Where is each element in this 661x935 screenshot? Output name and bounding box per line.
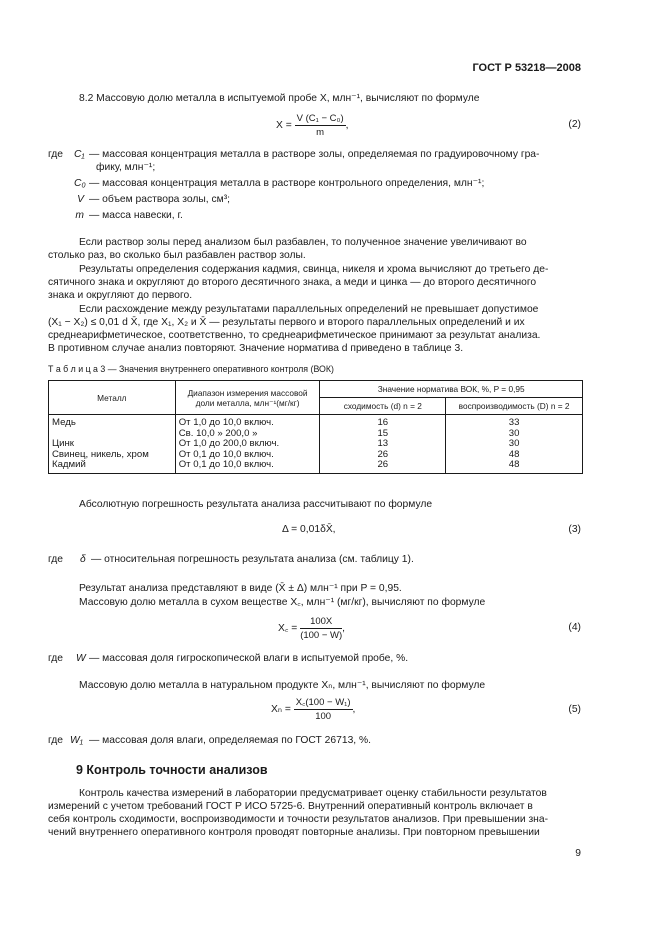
where-label-3: где <box>48 554 64 565</box>
equation-4-lhs: X꜀ = <box>278 623 298 635</box>
table-cell-D: 30 <box>446 439 583 450</box>
section-9-line-4: чений внутреннего оперативного контроля проводят повторные анализы. При повторном превышении <box>48 827 540 838</box>
equation-4-fraction <box>300 616 342 641</box>
table-header-range <box>175 381 320 415</box>
table-cell-D: 30 <box>446 429 583 440</box>
section-9-line-2: измерений с учетом требований ГОСТ Р ИСО 5725-6. Внутренний оперативный контроль включает в <box>48 801 533 812</box>
table-row <box>49 450 583 461</box>
table-header-range-line-1: Диапазон измерения массовой <box>187 387 308 398</box>
table-cell-D: 48 <box>446 460 583 473</box>
equation-4-denominator: (100 − W) <box>300 630 343 641</box>
def-text-c1-cont: фику, млн⁻¹; <box>96 162 156 173</box>
para-discrepancy-line-2: (X₁ − X₂) ≤ 0,01 d X̄, где X₁, X₂ и X̄ — результаты первого и второго параллельных определений и их <box>48 317 525 328</box>
table-cell-d: 16 <box>320 415 446 429</box>
equation-2-denominator: m <box>316 127 325 138</box>
para-rounding-line-2: сятичного знака и округляют до второго десятичного знака, а меди и цинка — до второго десятичного <box>48 277 537 288</box>
para-rounding-line-1: Результаты определения содержания кадмия, свинца, никеля и хрома вычисляют до третьего де- <box>79 264 549 275</box>
table-row <box>49 415 583 429</box>
equation-2-numerator: V (C₁ − C₀) <box>296 113 344 124</box>
def-text-c0: — массовая концентрация металла в растворе контрольного определения, млн⁻¹; <box>89 178 485 189</box>
table-header-metal: Металл <box>49 381 176 415</box>
def-symbol-c0: C₀ <box>74 178 86 189</box>
table-cell-range: От 0,1 до 10,0 включ. <box>175 450 320 461</box>
dry-intro: Массовую долю металла в сухом веществе X꜀, млн⁻¹ (мг/кг), вычисляют по формуле <box>79 597 486 608</box>
def-text-w1: — массовая доля влаги, определяемая по ГОСТ 26713, %. <box>89 735 372 746</box>
equation-5-lhs: Xₙ = <box>271 704 291 716</box>
equation-5-fraction <box>294 697 353 722</box>
equation-4-number: (4) <box>568 622 581 633</box>
equation-2 <box>276 113 349 138</box>
equation-5 <box>271 697 355 722</box>
where-label-4: где <box>48 653 64 664</box>
equation-2-lhs: X = <box>276 120 292 132</box>
def-symbol-w: W <box>76 653 86 664</box>
def-text-c1: — массовая концентрация металла в растворе золы, определяемая по градуировочному гра- <box>89 149 540 160</box>
table-cell-d: 13 <box>320 439 446 450</box>
equation-4-numerator: 100X <box>300 616 342 629</box>
def-symbol-w1: W₁ <box>70 735 83 746</box>
equation-5-denominator: 100 <box>315 711 332 722</box>
table-cell-range: От 1,0 до 200,0 включ. <box>175 439 320 450</box>
equation-2-tail: , <box>345 120 349 132</box>
para-discrepancy-line-3: среднеарифметическое, соответственно, то среднеарифметическое принимают за результат анализа. <box>48 330 541 341</box>
table-cell-d: 15 <box>320 429 446 440</box>
def-text-v: — объем раствора золы, см³; <box>89 194 231 205</box>
para-rounding-line-3: знака и округляют до первого. <box>48 290 193 301</box>
table-cell-range: От 1,0 до 10,0 включ. <box>175 415 320 429</box>
para-dilution-line-1: Если раствор золы перед анализом был разбавлен, то полученное значение увеличивают во <box>79 237 527 248</box>
table-header-range-line-2: доли металла, млн⁻¹(мг/кг) <box>195 397 300 408</box>
equation-2-number: (2) <box>568 119 581 130</box>
equation-2-fraction <box>295 113 346 138</box>
abs-error-intro: Абсолютную погрешность результата анализа рассчитывают по формуле <box>79 499 433 510</box>
equation-3: Δ = 0,01δX̄, <box>282 524 336 535</box>
section-8-2-intro: 8.2 Массовую долю металла в испытуемой пробе X, млн⁻¹, вычисляют по формуле <box>79 93 480 104</box>
section-9-title: 9 Контроль точности анализов <box>76 763 268 777</box>
def-symbol-c1: C₁ <box>74 149 85 160</box>
equation-3-number: (3) <box>568 524 581 535</box>
table-cell-D: 33 <box>446 415 583 429</box>
def-text-m: — масса навески, г. <box>89 210 183 221</box>
table-row <box>49 460 583 473</box>
equation-5-number: (5) <box>568 704 581 715</box>
where-label: где <box>48 149 64 160</box>
equation-5-numerator: X꜀(100 − W₁) <box>295 697 351 708</box>
table-cell-d: 26 <box>320 460 446 473</box>
para-discrepancy-line-1: Если расхождение между результатами параллельных определений не превышает допустимое <box>79 304 539 315</box>
result-form: Результат анализа представляют в виде (X̄ ± Δ) млн⁻¹ при P = 0,95. <box>79 583 402 594</box>
def-symbol-v: V <box>77 194 84 205</box>
def-text-delta: — относительная погрешность результата анализа (см. таблицу 1). <box>91 554 414 565</box>
natural-intro: Массовую долю металла в натуральном продукте Xₙ, млн⁻¹, вычисляют по формуле <box>79 680 486 691</box>
where-label-5: где <box>48 735 64 746</box>
table-cell-d: 26 <box>320 450 446 461</box>
table-3-caption: Т а б л и ц а 3 — Значения внутреннего оперативного контроля (ВОК) <box>48 364 334 374</box>
table-cell-metal: Свинец, никель, хром <box>49 450 176 461</box>
table-header-norm: Значение норматива ВОК, %, P = 0,95 <box>320 381 583 398</box>
def-symbol-delta: δ <box>80 554 86 565</box>
page-number: 9 <box>575 848 581 859</box>
table-cell-range: От 0,1 до 10,0 включ. <box>175 460 320 473</box>
document-header: ГОСТ Р 53218—2008 <box>472 62 581 74</box>
table-cell-metal: Цинк <box>49 439 176 450</box>
table-cell-metal: Кадмий <box>49 460 176 473</box>
section-9-line-3: себя контроль сходимости, воспроизводимости и точности результатов анализов. При превышении зна- <box>48 814 549 825</box>
def-symbol-m: m <box>75 210 84 221</box>
equation-4 <box>278 616 345 641</box>
para-dilution-line-2: столько раз, во сколько был разбавлен раствор золы. <box>48 250 306 261</box>
equation-5-tail: , <box>352 704 356 716</box>
table-3 <box>48 380 583 474</box>
equation-4-tail: , <box>342 623 346 635</box>
table-cell-D: 48 <box>446 450 583 461</box>
table-cell-metal: Медь <box>49 415 176 429</box>
table-row <box>49 429 583 440</box>
table-header-reproducibility: воспроизводимость (D) n = 2 <box>446 398 583 415</box>
para-discrepancy-line-4: В противном случае анализ повторяют. Значение норматива d приведено в таблице 3. <box>48 343 464 354</box>
def-text-w: — массовая доля гигроскопической влаги в испытуемой пробе, %. <box>89 653 409 664</box>
table-header-convergence: сходимость (d) n = 2 <box>320 398 446 415</box>
section-9-line-1: Контроль качества измерений в лаборатории предусматривает оценку стабильности результатов <box>79 788 547 799</box>
table-cell-range: Св. 10,0 » 200,0 » <box>175 429 320 440</box>
